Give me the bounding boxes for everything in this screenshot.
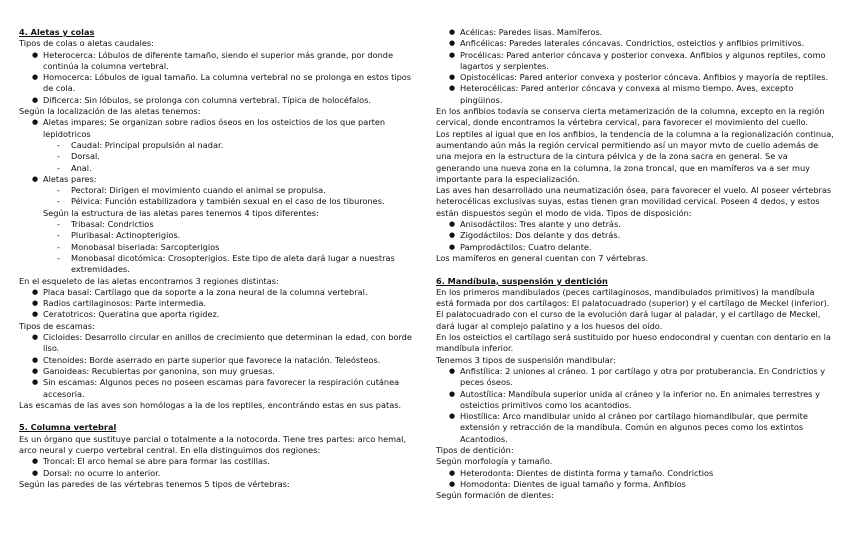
dentition-intro: Tipos de dentición: [436,444,514,455]
list-item: ● Ganoideas: Recubiertas por ganonina, son muy gruesas. [19,366,414,377]
list-item: ● Heterodonta: Dientes de distinta forma y tamaño. Condrictios [436,468,834,479]
list-item: ● Homocerca: Lóbulos de igual tamaño. La columna vertebral no se prolonga en estos tipos de cola. [19,72,414,95]
skeleton-list [19,287,414,321]
tail-types-intro: Tipos de colas o aletas caudales: [19,38,154,49]
skeleton-intro: En el esqueleto de las aletas encontramos 3 regiones distintas: [19,275,279,286]
list-item: ● Heterocélicas: Pared anterior cóncava y convexa al mismo tiempo. Aves, excepto pingüinos. [436,83,834,106]
list-item: ● Troncal: El arco hemal se abre para formar las costillas. [19,456,414,467]
sub-list-item: - Monobasal biseriada: Sarcopterigios [19,242,414,253]
left-column [19,27,414,490]
list-item: ● Placa basal: Cartílago que da soporte a la zona neural de la columna vertebral. [19,287,414,298]
list-item: ● Cicloides: Desarrollo circular en anillos de crecimiento que determinan la edad, con borde liso. [19,332,414,355]
list-item: ● Opistocélicas: Pared anterior convexa y posterior cóncava. Anfibios y mayoría de reptiles. [436,72,834,83]
impares-sublist [19,140,414,174]
list-item: ● Heterocerca: Lóbulos de diferente tamaño, siendo el superior más grande, por donde continúa la columna vertebral. [19,50,414,73]
scales-note: Las escamas de las aves son homólogas a la de los reptiles, encontrándo estas en sus patas. [19,399,402,410]
toes-list [436,219,834,253]
scales-list [19,332,414,400]
mammals-paragraph: Los mamíferos en general cuentan con 7 vértebras. [436,252,649,263]
sub-list-item: - Pectoral: Dirigen el movimiento cuando el animal se propulsa. [19,185,414,196]
section-5-intro: Es un órgano que sustituye parcial o totalmente a la notocorda. Tiene tres partes: arco hemal, arco neural y cuerpo vertebral central. En ella distinguimos dos regiones: [19,433,406,455]
suspension-list [436,366,834,445]
list-item: ● Ceratotricos: Queratina que aporta rigidez. [19,309,414,320]
list-item: ● Homodonta: Dientes de igual tamaño y forma. Anfibios [436,479,834,490]
suspension-intro: Tenemos 3 tipos de suspensión mandibular: [436,354,616,365]
list-item: ● Ctenoides: Borde aserrado en parte superior que favorece la natación. Teleósteos. [19,355,414,366]
sub-list-item: - Dorsal. [19,151,414,162]
tail-types-list [19,50,414,106]
dentition-morphology: Según morfología y tamaño. [436,456,553,467]
jaw-paragraph: En los primeros mandibulados (peces cartilaginosos, mandibulados primitivos) la mandíbula está formada por dos cartílagos: El palatocuadrado (superior) y el cartílago de Meckel (inferior). El palatocuadrado con el curso de la evolución dará lugar al paladar, y el cartílago de Meckel, dará lugar al complejo palatino y a los huesos del oído. [436,286,830,331]
list-item: ● Sin escamas: Algunos peces no poseen escamas para favorecer la respiración cutánea accesoria. [19,377,414,400]
scales-intro: Tipos de escamas: [19,320,95,331]
sub-list-item: - Monobasal dicotómica: Crosopterigios. Este tipo de aleta dará lugar a nuestras extremidades. [19,253,414,276]
pares-structure-intro: Según la estructura de las aletas pares tenemos 4 tipos diferentes: [43,207,319,218]
sub-list-item: - Pluribasal: Actinopterigios. [19,230,414,241]
vertebra-types-intro: Según las paredes de las vértebras tenemos 5 tipos de vértebras: [19,478,290,489]
list-item: ● Autostílica: Mandíbula superior unida al cráneo y la inferior no. En animales terrestres y osteictios primitivos como los acantodios. [436,389,834,412]
birds-paragraph: Las aves han desarrollado una neumatización ósea, para favorecer el vuelo. Al poseer vértebras heterocélicas exclusivas suyas, estas tienen gran movilidad cervical. Poseen 4 dedos, y estos están dispuestos según el modo de vida. Tipos de disposición: [436,185,832,218]
reptiles-paragraph: Los reptiles al igual que en los anfibios, la tendencia de la columna a la regionalización continua, aumentando aún más la región cervical permitiendo así un mayor mvto de cuello además de una mejora en la estructura de la cintura pélvica y de la zona sacra en general. Se va generando una nueva zona en la columna, la zona troncal, que en mamíferos va a ser muy importante para la especialización. [436,128,834,184]
fin-location-list [19,117,414,140]
fin-location-intro: Según la localización de las aletas tenemos: [19,106,201,117]
dentition-list [436,468,834,491]
list-item: ● Zigodáctilos: Dos delante y dos detrás. [436,230,834,241]
spacer [19,411,414,422]
list-item: ● Radios cartilaginosos: Parte intermedia. [19,298,414,309]
list-item: ● Aletas impares: Se organizan sobre radios óseos en los osteictios de los que parten lepidotricos [19,117,414,140]
list-item: ● Dorsal: no ocurre lo anterior. [19,468,414,479]
osteictios-paragraph: En los osteictios el cartílago será sustituido por hueso endocondral y cuentan con dentario en la mandíbula inferior. [436,332,831,354]
pares-list [19,174,414,185]
section-6-title: 6. Mandíbula, suspensión y dentición [436,275,608,286]
sub-list-item: - Anal. [19,163,414,174]
dentition-formation: Según formación de dientes: [436,490,554,501]
list-item: ● Hiostílica: Arco mandibular unido al cráneo por cartílago hiomandibular, que permite extensión y retracción de la mandíbula. Común en algunos peces como los extintos Acantodios. [436,411,834,445]
list-item: ● Dificerca: Sin lóbulos, se prolonga con columna vertebral. Típica de holocéfalos. [19,95,414,106]
section-4-title: 4. Aletas y colas [19,27,95,37]
list-item: ● Anficélicas: Paredes laterales cóncavas. Condrictios, osteictios y anfibios primitivos. [436,38,834,49]
list-item: ● Aletas pares: [19,174,414,185]
section-5-title: 5. Columna vertebral [19,422,117,433]
sub-list-item: - Pélvica: Función estabilizadora y también sexual en el caso de los tiburones. [19,196,414,207]
list-item: ● Pamprodáctilos: Cuatro delante. [436,242,834,253]
list-item: ● Acélicas: Paredes lisas. Mamíferos. [436,27,834,38]
pares-sublist [19,185,414,208]
list-item: ● Anfistílica: 2 uniones al cráneo. 1 por cartílago y otra por protuberancia. En Condrictios y peces óseos. [436,366,834,389]
spacer [436,264,834,275]
pares-structure-list [19,219,414,275]
vertebra-types-list [436,27,834,106]
list-item: ● Procélicas: Pared anterior cóncava y posterior convexa. Anfibios y algunos reptiles, como lagartos y serpientes. [436,50,834,73]
right-column [436,27,834,501]
sub-list-item: - Caudal: Principal propulsión al nadar. [19,140,414,151]
list-item: ● Anisodáctilos: Tres alante y uno detrás. [436,219,834,230]
sub-list-item: - Tribasal: Condrictios [19,219,414,230]
regions-list [19,456,414,479]
amphibians-paragraph: En los anfibios todavía se conserva cierta metamerización de la columna, excepto en la región cervical, donde encontramos la vértebra cervical, para favorecer el movimiento del cuello. [436,106,825,128]
